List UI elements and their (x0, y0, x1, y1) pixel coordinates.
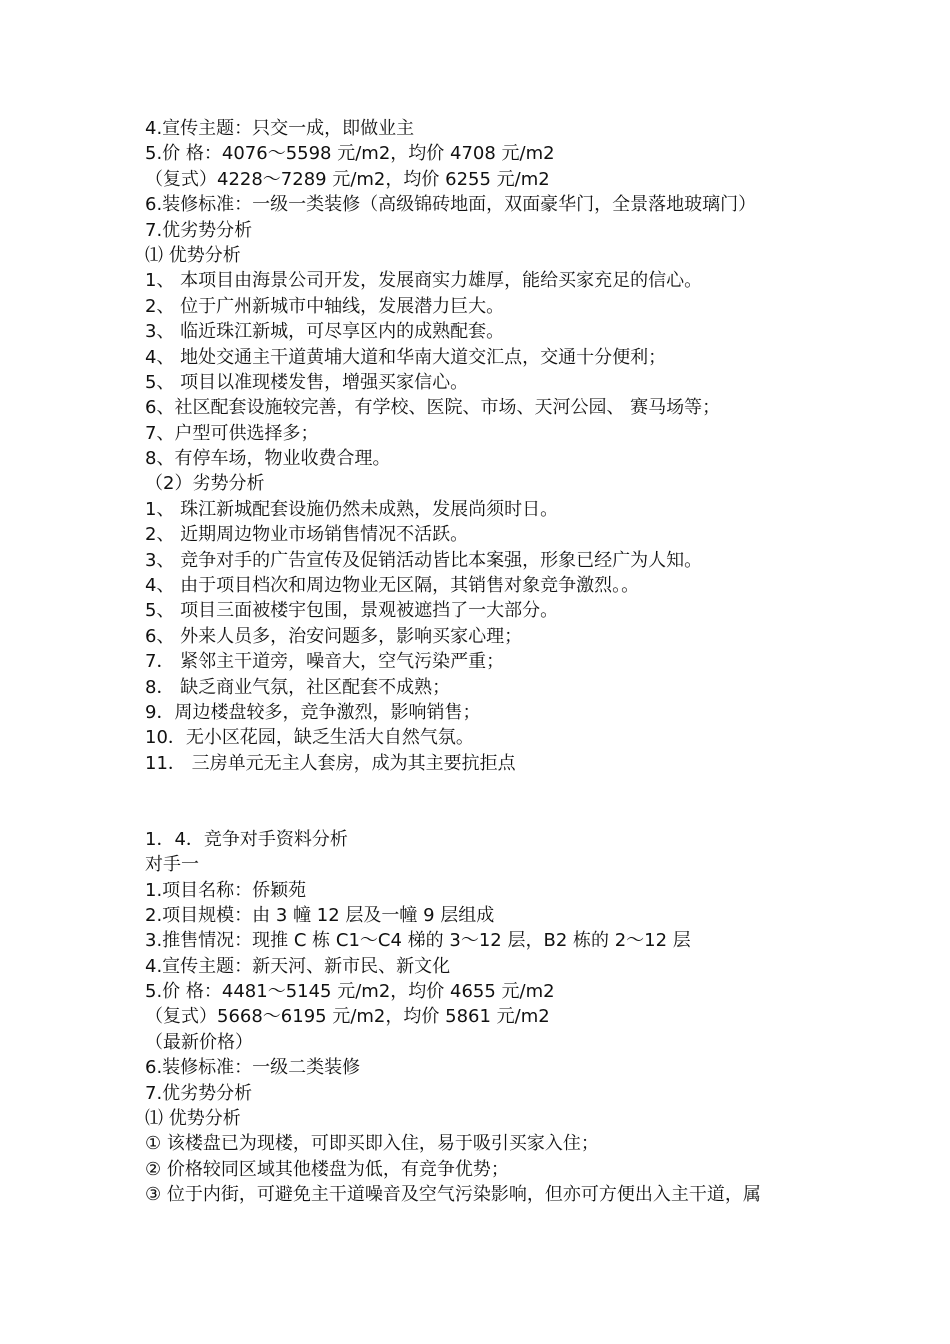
text-line: （复式）5668～6195 元/m2，均价 5861 元/m2 (145, 1006, 550, 1028)
text-line: 1、 珠江新城配套设施仍然未成熟，发展尚须时日。 (145, 498, 559, 520)
text-line: 6.装修标准：一级二类装修 (145, 1057, 361, 1079)
text-line: 4、 由于项目档次和周边物业无区隔，其销售对象竞争激烈。。 (145, 575, 640, 597)
text-line: 5、 项目以准现楼发售，增强买家信心。 (145, 371, 469, 393)
section-heading: 1．4．竞争对手资料分析 (145, 828, 348, 850)
text-line: 2.项目规模：由 3 幢 12 层及一幢 9 层组成 (145, 904, 495, 926)
text-line: 5.价 格：4481～5145 元/m2，均价 4655 元/m2 (145, 981, 555, 1003)
text-line: ① 该楼盘已为现楼，可即买即入住，易于吸引买家入住； (145, 1133, 599, 1155)
text-line: 6、社区配套设施较完善，有学校、医院、市场、天河公园、 赛马场等； (145, 397, 721, 419)
text-line: 11． 三房单元无主人套房，成为其主要抗拒点 (145, 752, 516, 774)
text-line: 6、 外来人员多，治安问题多，影响买家心理； (145, 625, 523, 647)
text-line: 3.推售情况：现推 C 栋 C1～C4 梯的 3～12 层，B2 栋的 2～12 层 (145, 930, 691, 952)
text-line: 4.宣传主题：只交一成，即做业主 (145, 118, 415, 139)
text-line: 10．无小区花园，缺乏生活大自然气氛。 (145, 727, 474, 749)
text-line: ③ 位于内街，可避免主干道噪音及空气污染影响，但亦可方便出入主干道，属 (145, 1184, 761, 1206)
text-line: 5.价 格：4076～5598 元/m2，均价 4708 元/m2 (145, 143, 555, 165)
text-line: 7． 紧邻主干道旁，噪音大，空气污染严重； (145, 651, 505, 673)
text-line: 对手一 (145, 854, 199, 876)
text-line: 1、 本项目由海景公司开发，发展商实力雄厚，能给买家充足的信心。 (145, 270, 703, 292)
text-line: 3、 临近珠江新城，可尽享区内的成熟配套。 (145, 321, 505, 343)
text-line: （复式）4228～7289 元/m2，均价 6255 元/m2 (145, 168, 550, 190)
text-line: 5、 项目三面被楼宇包围，景观被遮挡了一大部分。 (145, 600, 559, 622)
text-line: 8、有停车场，物业收费合理。 (145, 448, 391, 470)
text-line: 1.项目名称：侨颖苑 (145, 879, 307, 901)
text-line: 8． 缺乏商业气氛，社区配套不成熟； (145, 676, 451, 698)
text-line: ⑴ 优势分析 (145, 244, 241, 266)
text-line: 9．周边楼盘较多，竞争激烈，影响销售； (145, 701, 481, 723)
text-line: 7、户型可供选择多； (145, 422, 319, 444)
document-body (145, 116, 845, 1208)
text-line: （2）劣势分析 (145, 473, 265, 495)
text-line: 3、 竞争对手的广告宣传及促销活动皆比本案强，形象已经广为人知。 (145, 549, 703, 571)
text-line: 7.优劣势分析 (145, 1082, 253, 1104)
text-line: ⑴ 优势分析 (145, 1108, 241, 1130)
text-line: 6.装修标准：一级一类装修（高级锦砖地面，双面豪华门，全景落地玻璃门） (145, 194, 757, 216)
section-competitor-analysis (145, 827, 845, 1208)
section-project-analysis (145, 116, 845, 776)
text-line: （最新价格） (145, 1031, 253, 1053)
text-line: 4.宣传主题：新天河、新市民、新文化 (145, 955, 451, 977)
paragraph-spacer (145, 776, 845, 827)
text-line: 2、 位于广州新城市中轴线，发展潜力巨大。 (145, 295, 505, 317)
text-line: 7.优劣势分析 (145, 219, 253, 241)
text-line: 2、 近期周边物业市场销售情况不活跃。 (145, 524, 469, 546)
text-line: 4、 地处交通主干道黄埔大道和华南大道交汇点，交通十分便利； (145, 346, 667, 368)
text-line: ② 价格较同区域其他楼盘为低，有竞争优势； (145, 1158, 509, 1180)
